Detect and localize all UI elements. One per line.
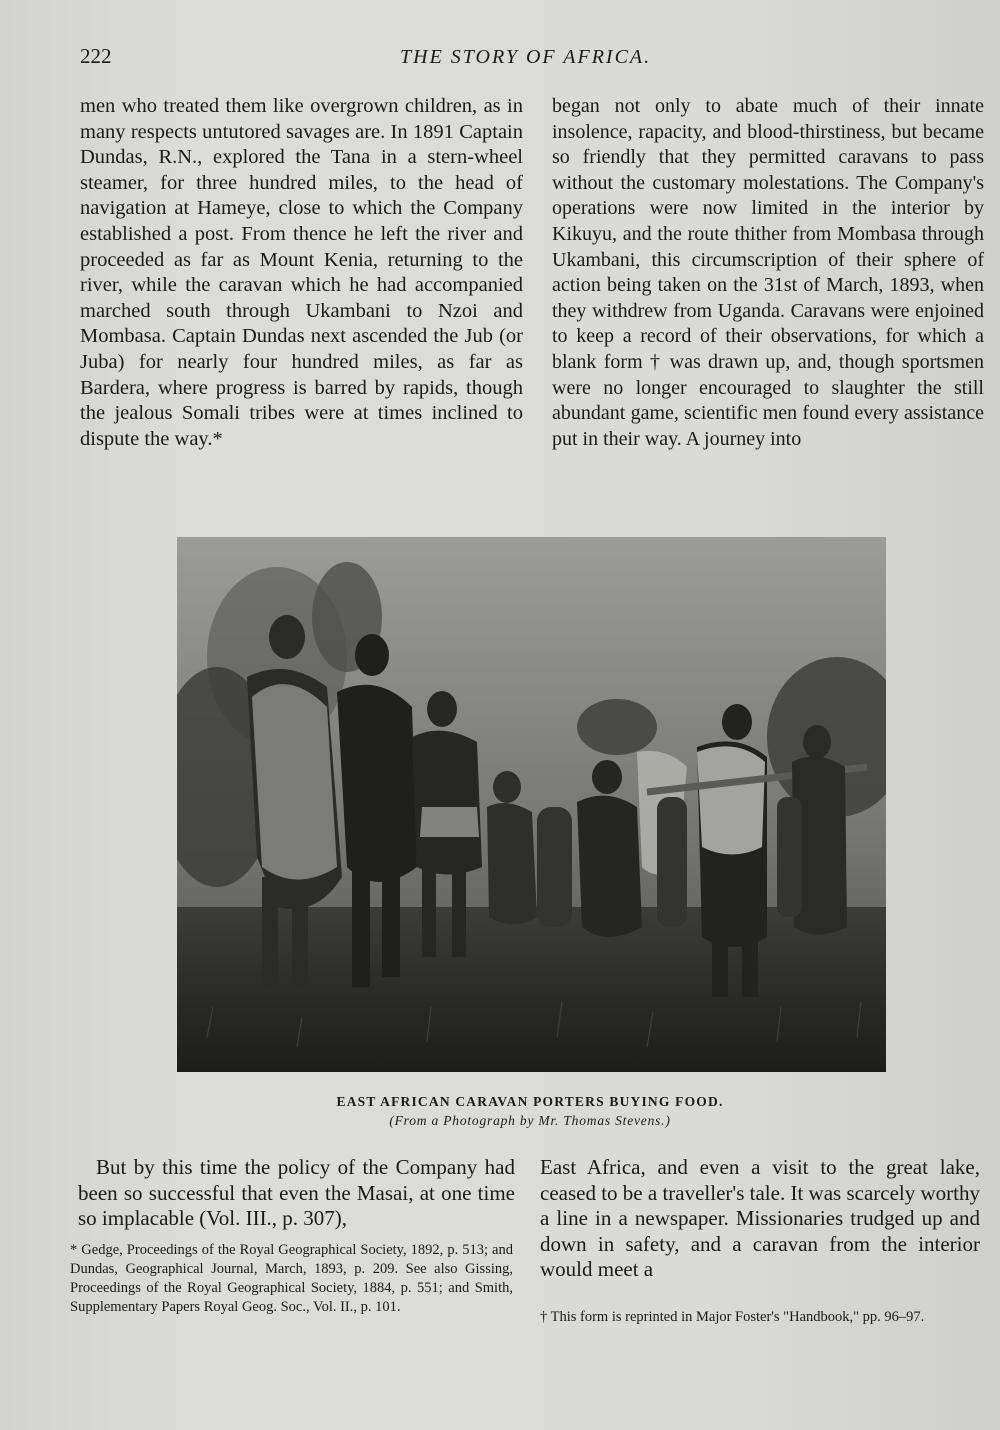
left-column-bottom — [78, 1155, 515, 1232]
figure-caption: EAST AFRICAN CARAVAN PORTERS BUYING FOOD. — [336, 1094, 724, 1109]
photograph-illustration — [177, 537, 886, 1072]
footnote-right: † This form is reprinted in Major Foster's "Handbook," pp. 96–97. — [540, 1309, 925, 1325]
page-number: 222 — [80, 44, 112, 68]
paragraph: men who treated them like overgrown children, as in many respects untutored savages are. In 1891 Captain Dundas, R.N., explored the Tana in a stern-wheel steamer, for three hundred miles, to the head of navigation at Hameye, close to which the Company established a post. From thence he left the river and proceeded as far as Mount Kenia, returning to the river, while the caravan which he had accompanied marched south through Ukambani to Nzoi and Mombasa. Captain Dundas next ascended the Jub (or Juba) for nearly four hundred miles, as far as Bardera, where progress is barred by rapids, though the jealous Somali tribes were at times inclined to dispute the way.* — [80, 95, 523, 450]
paragraph: began not only to abate much of their innate insolence, rapacity, and blood-thirstiness, but became so friendly that they permitted caravans to pass without the customary molestations. The Company's operations were now limited in the interior by Kikuyu, and the route thither from Mombasa through Ukambani, this circumscription of their sphere of action being taken on the 31st of March, 1893, when they withdrew from Uganda. Caravans were enjoined to keep a record of their observations, for which a blank form † was drawn up, and, though sportsmen were no longer encouraged to slaughter the still abundant game, scientific men found every assistance put in their way. A journey into — [552, 95, 984, 450]
running-title: THE STORY OF AFRICA. — [400, 46, 652, 68]
paragraph: But by this time the policy of the Company had been so successful that even the Masai, at one time so implacable (Vol. III., p. 307), — [78, 1155, 515, 1231]
photograph-caravan-porters — [177, 537, 886, 1072]
left-column-top — [80, 94, 523, 452]
page-header — [0, 44, 1000, 74]
footnote-left: * Gedge, Proceedings of the Royal Geographical Society, 1892, p. 513; and Dundas, Geographical Journal, March, 1893, p. 209. See also Gissing, Proceedings of the Royal Geographical Society, 1884, p. 551; and Smith, Supplementary Papers Royal Geog. Soc., Vol. II., p. 101. — [70, 1242, 513, 1315]
right-column-top — [552, 94, 984, 452]
right-column-bottom — [540, 1155, 980, 1283]
figure-credit: (From a Photograph by Mr. Thomas Stevens.) — [389, 1113, 671, 1128]
paragraph: East Africa, and even a visit to the great lake, ceased to be a traveller's tale. It was scarcely worthy a line in a newspaper. Missionaries trudged up and down in safety, and a caravan from the interior would meet a — [540, 1155, 980, 1282]
